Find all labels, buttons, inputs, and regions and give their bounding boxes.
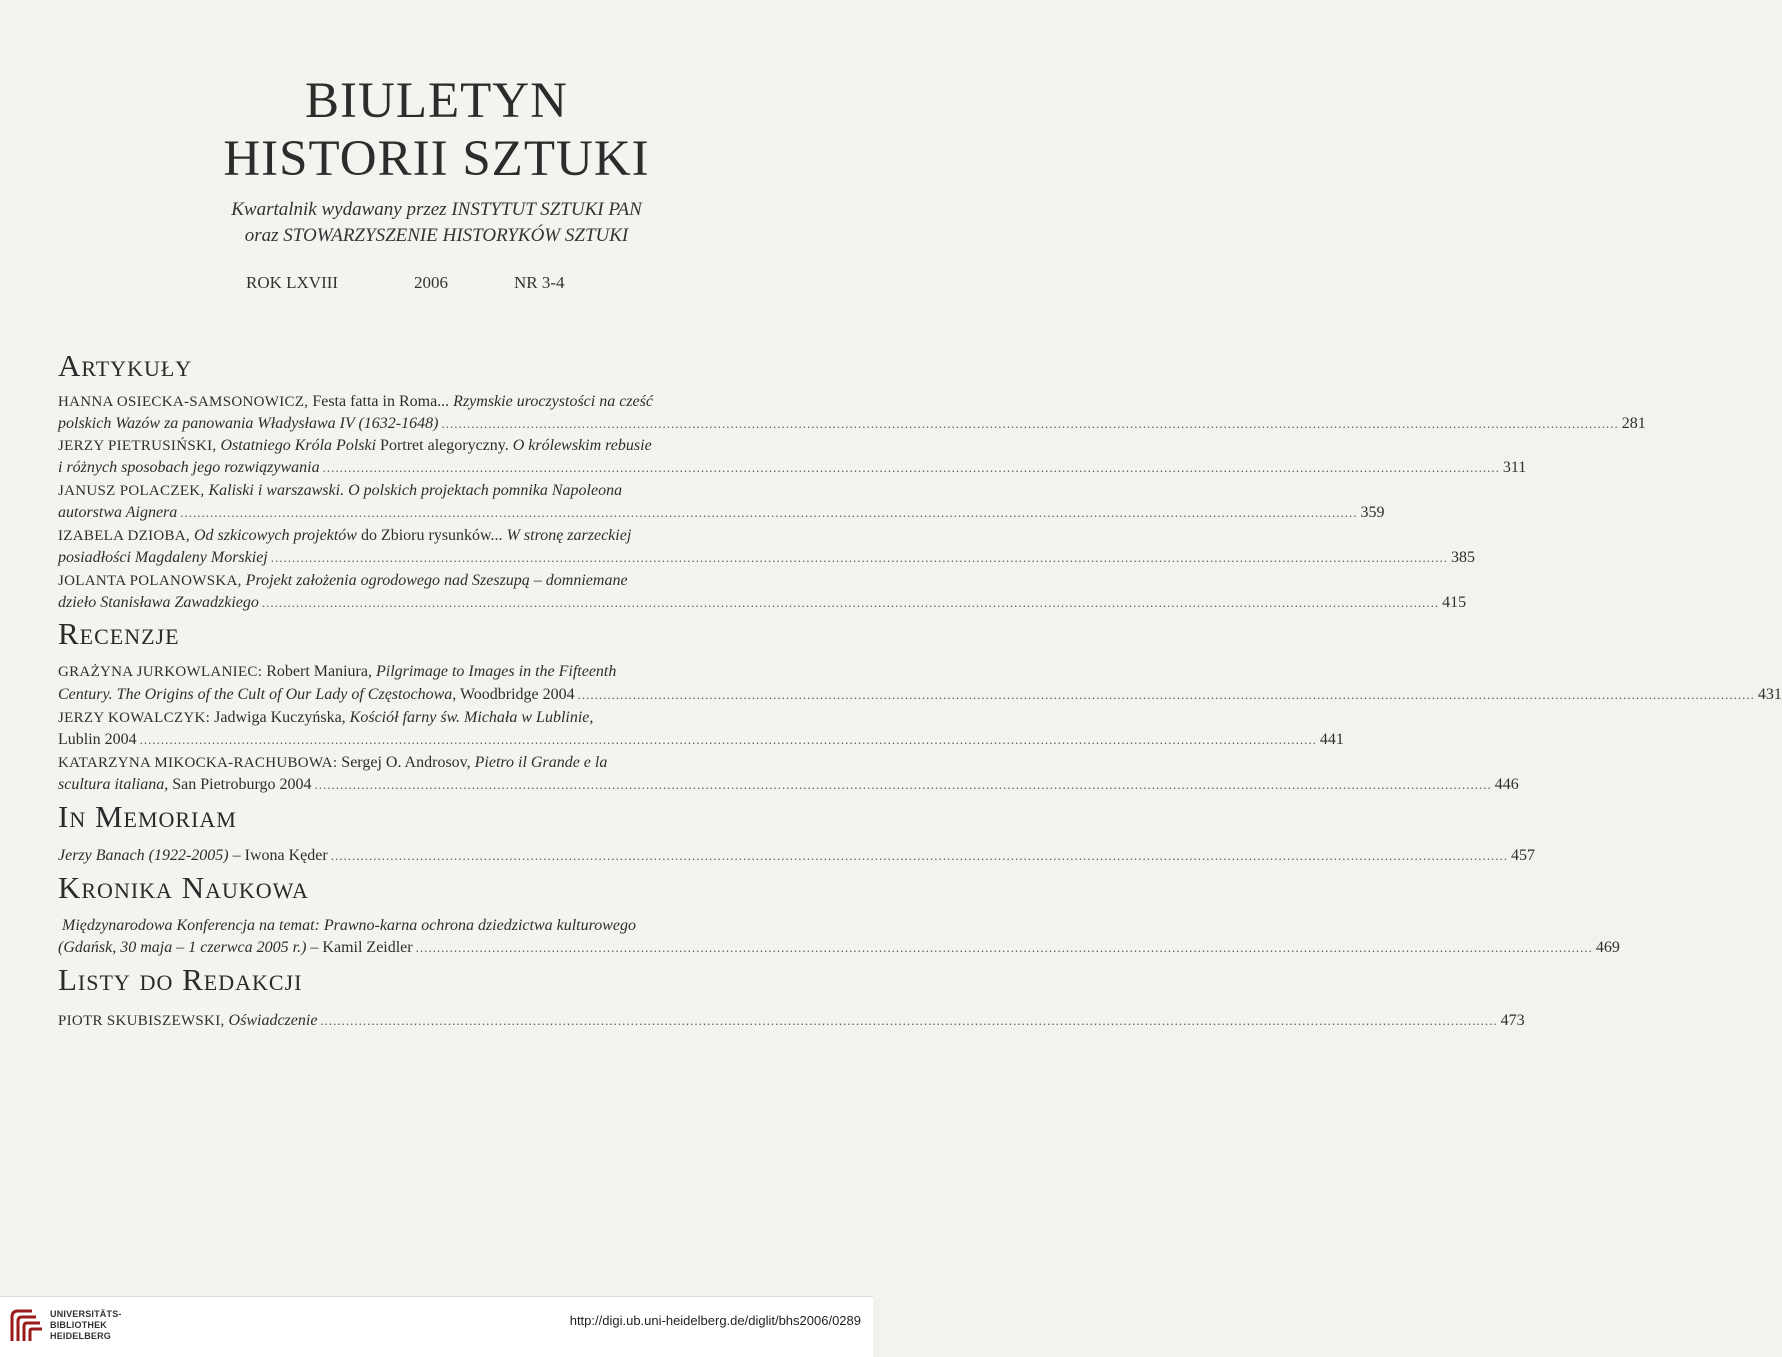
section-heading-listy-do-redakcji: Listy do Redakcji [58, 962, 303, 997]
toc-entry-line: Lublin 2004 ..................................................................................................................................................................................................................................................................................... 441 [58, 731, 1344, 748]
permalink-url[interactable]: http://digi.ub.uni-heidelberg.de/diglit/bhs2006/0289 [569, 1313, 861, 1328]
toc-entry-line: JERZY PIETRUSIŃSKI, Ostatniego Króla Polski Portret alegoryczny. O królewskim rebusie [58, 437, 652, 454]
toc-entry-line: i różnych sposobach jego rozwiązywania ..................................................................................................................................................................................................................................................................................... 311 [58, 459, 1527, 476]
leader-dots: ..................................................................................................................................................................................................................................................................................... [441, 416, 1619, 431]
leader-dots: ..................................................................................................................................................................................................................................................................................... [320, 1013, 1498, 1028]
year-label: 2006 [414, 273, 448, 292]
toc-entry-line: GRAŻYNA JURKOWLANIEC: Robert Maniura, Pilgrimage to Images in the Fifteenth [58, 663, 617, 680]
toc-entry-line: autorstwa Aignera ..................................................................................................................................................................................................................................................................................... 359 [58, 504, 1385, 521]
issue-label: NR 3-4 [514, 273, 565, 292]
toc-entry-line: Jerzy Banach (1922-2005) – Iwona Kęder ..................................................................................................................................................................................................................................................................................... 457 [58, 847, 1535, 864]
section-heading-in-memoriam: In Memoriam [58, 799, 237, 834]
toc-entry-line: posiadłości Magdaleny Morskiej ..................................................................................................................................................................................................................................................................................... 385 [58, 549, 1475, 566]
toc-entry-line: Międzynarodowa Konferencja na temat: Prawno-karna ochrona dziedzictwa kulturowego [62, 917, 637, 934]
page-number[interactable]: 473 [1500, 1012, 1525, 1029]
leader-dots: ..................................................................................................................................................................................................................................................................................... [415, 940, 1593, 955]
university-library-logo-text[interactable]: UNIVERSITÄTS- BIBLIOTHEK HEIDELBERG [50, 1309, 122, 1341]
toc-entry-line: JOLANTA POLANOWSKA, Projekt założenia ogrodowego nad Szeszupą – domniemane [58, 572, 628, 589]
toc-entry-line: HANNA OSIECKA-SAMSONOWICZ, Festa fatta in Roma... Rzymskie uroczystości na cześć [58, 393, 653, 410]
page-number[interactable]: 311 [1502, 459, 1527, 476]
section-heading-kronika-naukowa: Kronika Naukowa [58, 870, 309, 905]
publisher-line2: oraz STOWARZYSZENIE HISTORYKÓW SZTUKI [244, 225, 629, 246]
toc-entry-line: Century. The Origins of the Cult of Our Lady of Częstochowa, Woodbridge 2004 ..................................................................................................................................................................................................................................................................................... 431 [58, 686, 1782, 703]
leader-dots: ..................................................................................................................................................................................................................................................................................... [322, 460, 1500, 475]
toc-entry-line: IZABELA DZIOBA, Od szkicowych projektów do Zbioru rysunków... W stronę zarzeckiej [58, 527, 632, 544]
page-number[interactable]: 359 [1360, 504, 1385, 521]
leader-dots: ..................................................................................................................................................................................................................................................................................... [314, 777, 1492, 792]
toc-entry-line: polskich Wazów za panowania Władysława IV (1632-1648) ..................................................................................................................................................................................................................................................................................... 281 [58, 415, 1646, 432]
toc-entry-line: JANUSZ POLACZEK, Kaliski i warszawski. O polskich projektach pomnika Napoleona [58, 482, 623, 499]
toc-entry-line: KATARZYNA MIKOCKA-RACHUBOWA: Sergej O. Androsov, Pietro il Grande e la [58, 754, 608, 771]
section-heading-artykuly: Artykuły [58, 348, 193, 383]
leader-dots: ..................................................................................................................................................................................................................................................................................... [577, 687, 1755, 702]
journal-title-line1: BIULETYN [305, 73, 568, 129]
page-number[interactable]: 431 [1757, 686, 1782, 703]
page-number[interactable]: 446 [1494, 776, 1519, 793]
publisher-line1: Kwartalnik wydawany przez INSTYTUT SZTUKI PAN [231, 199, 642, 220]
toc-entry-line: scultura italiana, San Pietroburgo 2004 ..................................................................................................................................................................................................................................................................................... 446 [58, 776, 1519, 793]
toc-entry-line: JERZY KOWALCZYK: Jadwiga Kuczyńska, Kościół farny św. Michała w Lublinie, [58, 709, 594, 726]
toc-entry-line: dzieło Stanisława Zawadzkiego ..................................................................................................................................................................................................................................................................................... 415 [58, 594, 1467, 611]
toc-entry-line: PIOTR SKUBISZEWSKI, Oświadczenie ..................................................................................................................................................................................................................................................................................... 473 [58, 1012, 1525, 1029]
page-number[interactable]: 457 [1510, 847, 1535, 864]
page-number[interactable]: 385 [1451, 549, 1475, 566]
toc-entry-line: (Gdańsk, 30 maja – 1 czerwca 2005 r.) – Kamil Zeidler ..................................................................................................................................................................................................................................................................................... 469 [58, 939, 1620, 956]
university-library-logo-icon[interactable] [8, 1307, 46, 1345]
page-number[interactable]: 441 [1319, 731, 1344, 748]
page-number[interactable]: 469 [1595, 939, 1620, 956]
volume-label: ROK LXVIII [246, 273, 339, 292]
leader-dots: ..................................................................................................................................................................................................................................................................................... [180, 505, 1358, 520]
leader-dots: ..................................................................................................................................................................................................................................................................................... [330, 848, 1508, 863]
leader-dots: ..................................................................................................................................................................................................................................................................................... [270, 550, 1448, 565]
section-heading-recenzje: Recenzje [58, 616, 180, 651]
leader-dots: ..................................................................................................................................................................................................................................................................................... [139, 732, 1317, 747]
page-number[interactable]: 415 [1442, 594, 1467, 611]
viewer-footer [0, 1296, 873, 1357]
journal-title-line2: HISTORII SZTUKI [223, 131, 650, 187]
page-number[interactable]: 281 [1621, 415, 1646, 432]
leader-dots: ..................................................................................................................................................................................................................................................................................... [261, 595, 1440, 610]
